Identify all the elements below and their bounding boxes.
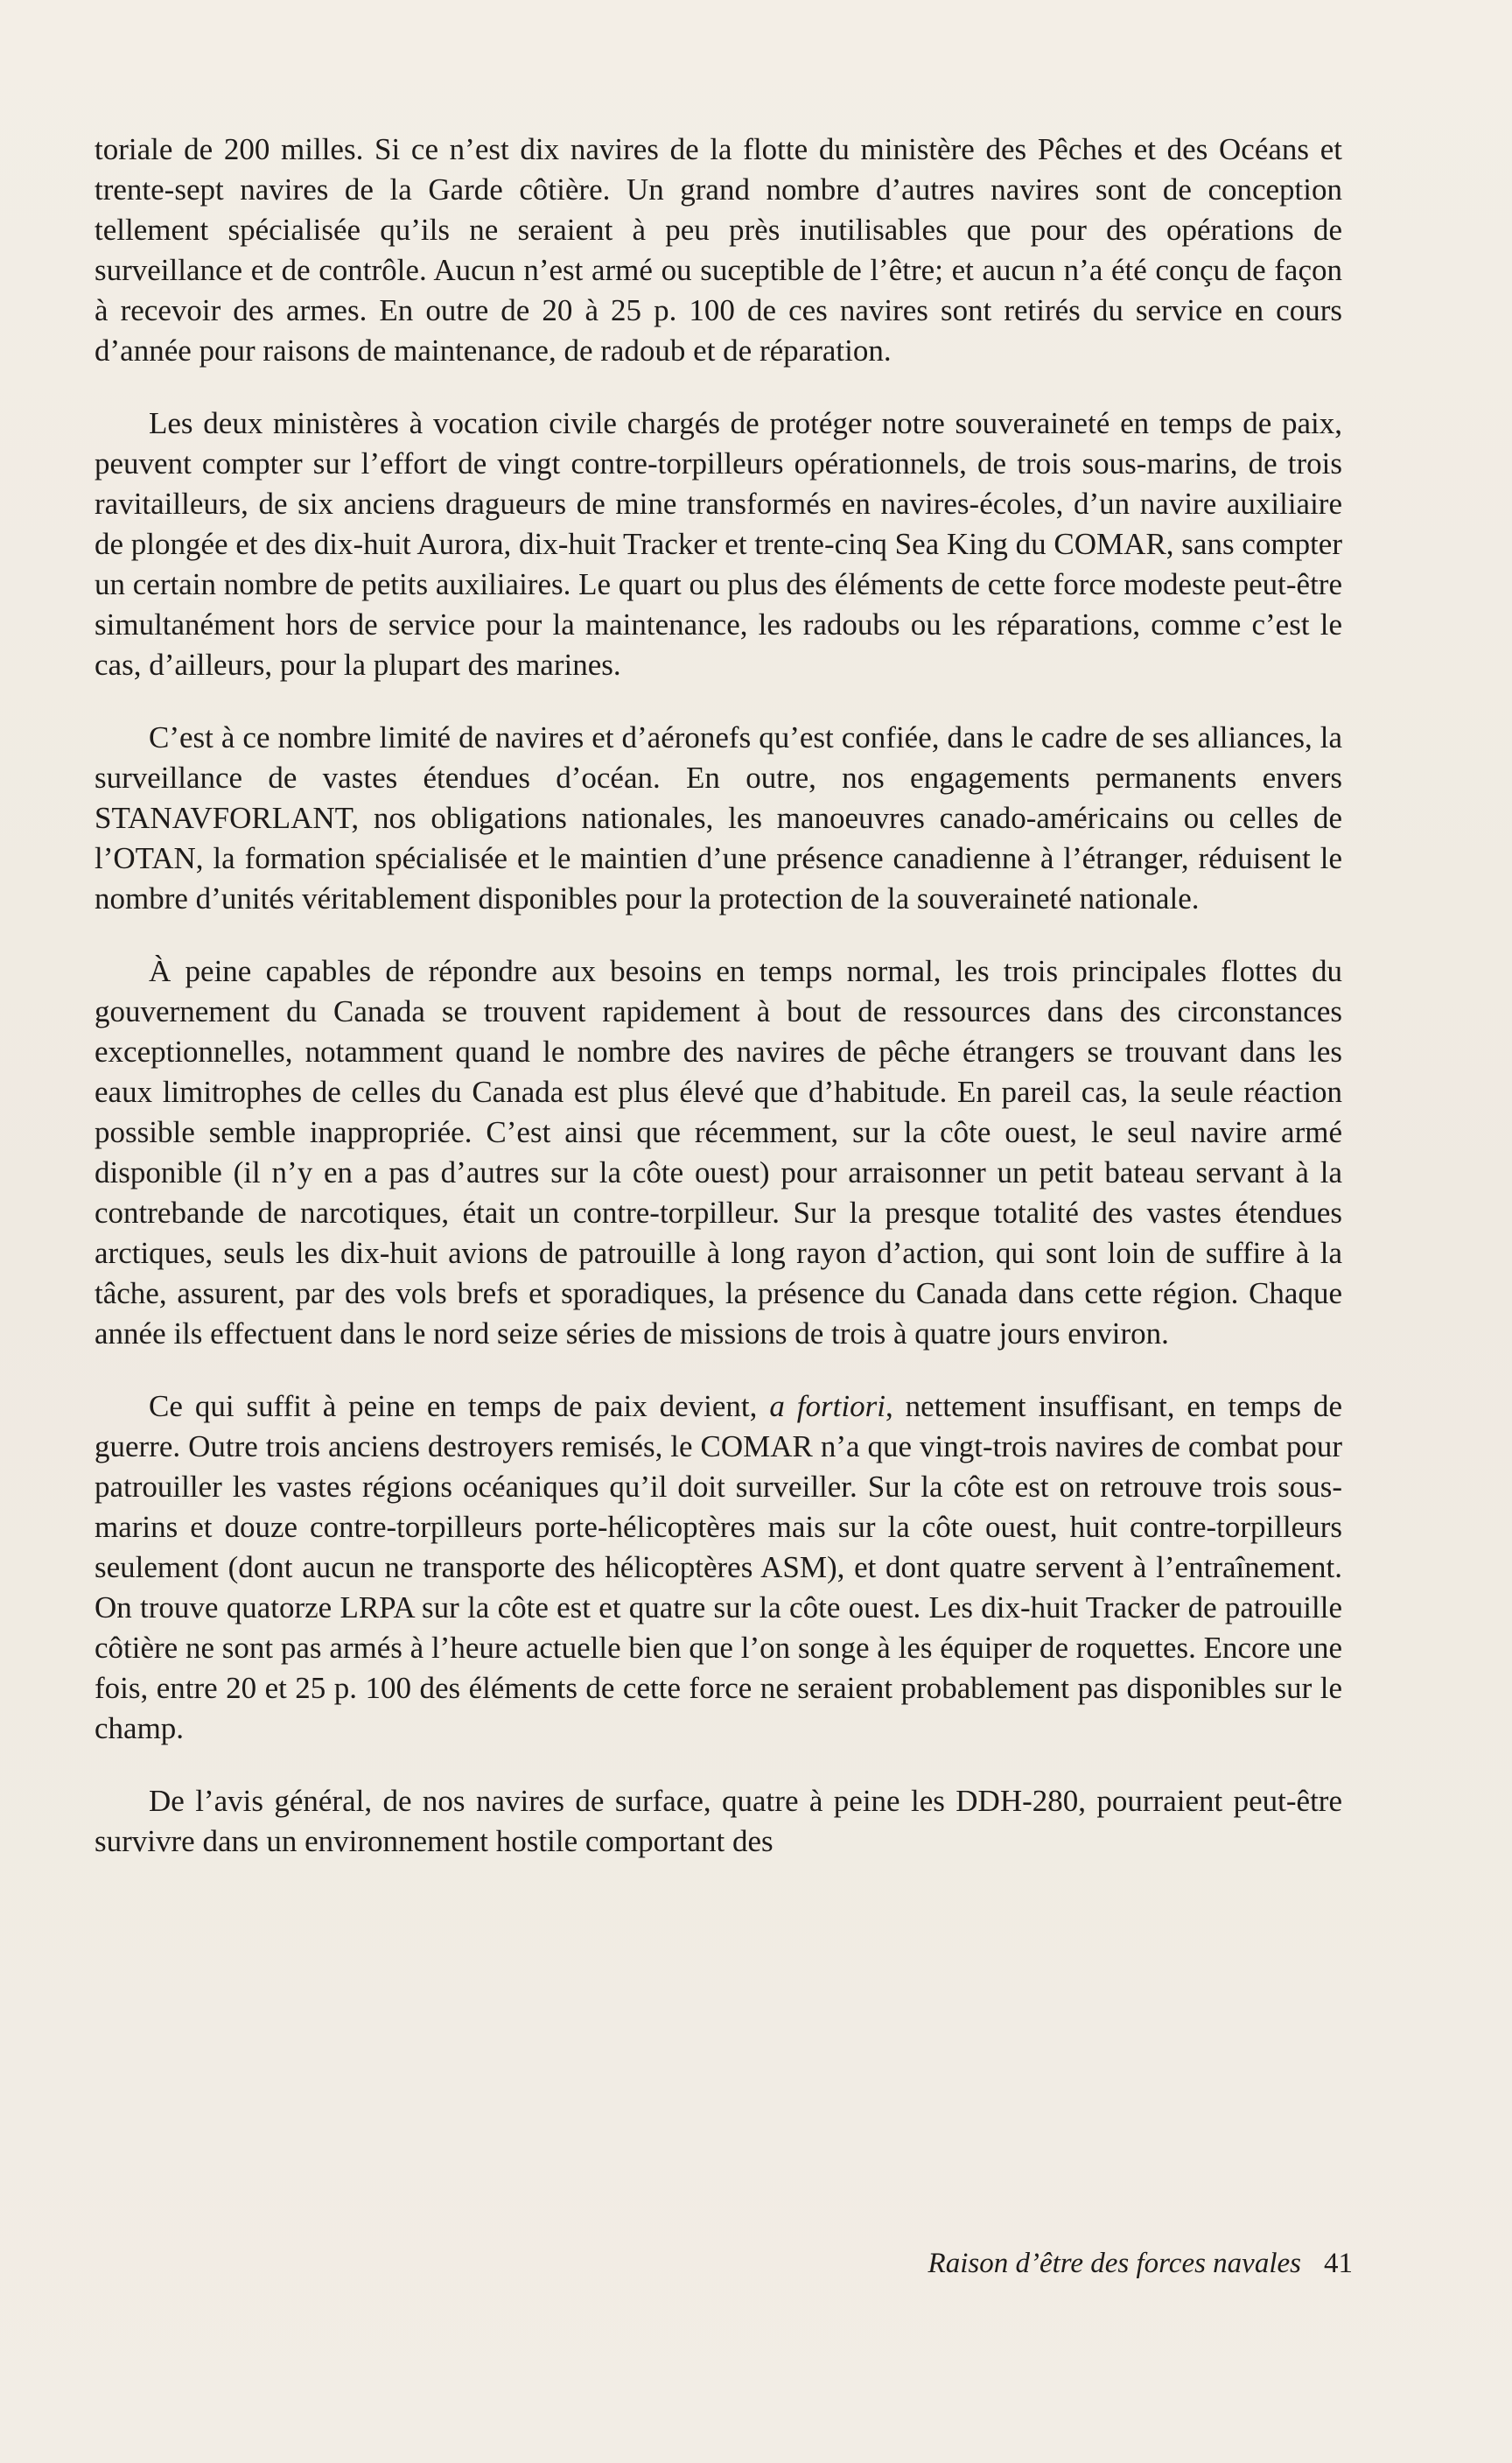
paragraph-5-after: , nettement insuffisant, en temps de guerre. Outre trois anciens destroyers remisés, le COMAR n’a que vingt-trois navires de combat pour patrouiller les vastes régions océaniques qu’il doit surveiller. Sur la côte est on retrouve trois sous-marins et douze contre-torpilleurs porte-hélicoptères mais sur la côte ouest, huit contre-torpilleurs seulement (dont aucun ne transporte des hélicoptères ASM), et dont quatre servent à l’entraînement. On trouve quatorze LRPA sur la côte est et quatre sur la côte ouest. Les dix-huit Tracker de patrouille côtière ne sont pas armés à l’heure actuelle bien que l’on songe à les équiper de roquettes. Encore une fois, entre 20 et 25 p. 100 des éléments de cette force ne seraient probablement pas disponibles sur le champ. <box>94 1389 1342 1745</box>
page-number: 41 <box>1324 2248 1353 2279</box>
body-text <box>94 130 1342 1894</box>
page-footer <box>928 2248 1353 2280</box>
paragraph-3: C’est à ce nombre limité de navires et d’aéronefs qu’est confiée, dans le cadre de ses alliances, la surveillance de vastes étendues d’océan. En outre, nos engagements permanents envers STANAVFORLANT, nos obligations nationales, les manoeuvres canado-américains ou celles de l’OTAN, la formation spécialisée et le maintien d’une présence canadienne à l’étranger, réduisent le nombre d’unités véritablement disponibles pour la protection de la souveraineté nationale. <box>94 720 1342 916</box>
paragraph-4: À peine capables de répondre aux besoins en temps normal, les trois principales flottes du gouvernement du Canada se trouvent rapidement à bout de ressources dans des circonstances exceptionnelles, notamment quand le nombre des navires de pêche étrangers se trouvant dans les eaux limitrophes de celles du Canada est plus élevé que d’habitude. En pareil cas, la seule réaction possible semble inappropriée. C’est ainsi que récemment, sur la côte ouest, le seul navire armé disponible (il n’y en a pas d’autres sur la côte ouest) pour arraisonner un petit bateau servant à la contrebande de narcotiques, était un contre-torpilleur. Sur la presque totalité des vastes étendues arctiques, seuls les dix-huit avions de patrouille à long rayon d’action, qui sont loin de suffire à la tâche, assurent, par des vols brefs et sporadiques, la présence du Canada dans cette région. Chaque année ils effectuent dans le nord seize séries de missions de trois à quatre jours environ. <box>94 954 1342 1351</box>
paragraph-5 <box>94 1386 1342 1749</box>
paragraph-2: Les deux ministères à vocation civile chargés de protéger notre souveraineté en temps de paix, peuvent compter sur l’effort de vingt contre-torpilleurs opérationnels, de trois sous-marins, de trois ravitailleurs, de six anciens dragueurs de mine transformés en navires-écoles, d’un navire auxiliaire de plongée et des dix-huit Aurora, dix-huit Tracker et trente-cinq Sea King du COMAR, sans compter un certain nombre de petits auxiliaires. Le quart ou plus des éléments de cette force modeste peut-être simultanément hors de service pour la maintenance, les radoubs ou les réparations, comme c’est le cas, d’ailleurs, pour la plupart des marines. <box>94 406 1342 682</box>
paragraph-1: toriale de 200 milles. Si ce n’est dix navires de la flotte du ministère des Pêches et des Océans et trente-sept navires de la Garde côtière. Un grand nombre d’autres navires sont de conception tellement spécialisée qu’ils ne seraient à peu près inutilisables que pour des opérations de surveillance et de contrôle. Aucun n’est armé ou suceptible de l’être; et aucun n’a été conçu de façon à recevoir des armes. En outre de 20 à 25 p. 100 de ces navires sont retirés du service en cours d’année pour raisons de maintenance, de radoub et de réparation. <box>94 132 1342 368</box>
paragraph-6: De l’avis général, de nos navires de surface, quatre à peine les DDH-280, pourraient peut-être survivre dans un environnement hostile comportant des <box>94 1784 1342 1858</box>
running-footer-title: Raison d’être des forces navales <box>928 2248 1301 2279</box>
paragraph-5-before: Ce qui suffit à peine en temps de paix devient, <box>149 1389 770 1423</box>
paragraph-5-emphasis: a fortiori <box>769 1389 886 1423</box>
